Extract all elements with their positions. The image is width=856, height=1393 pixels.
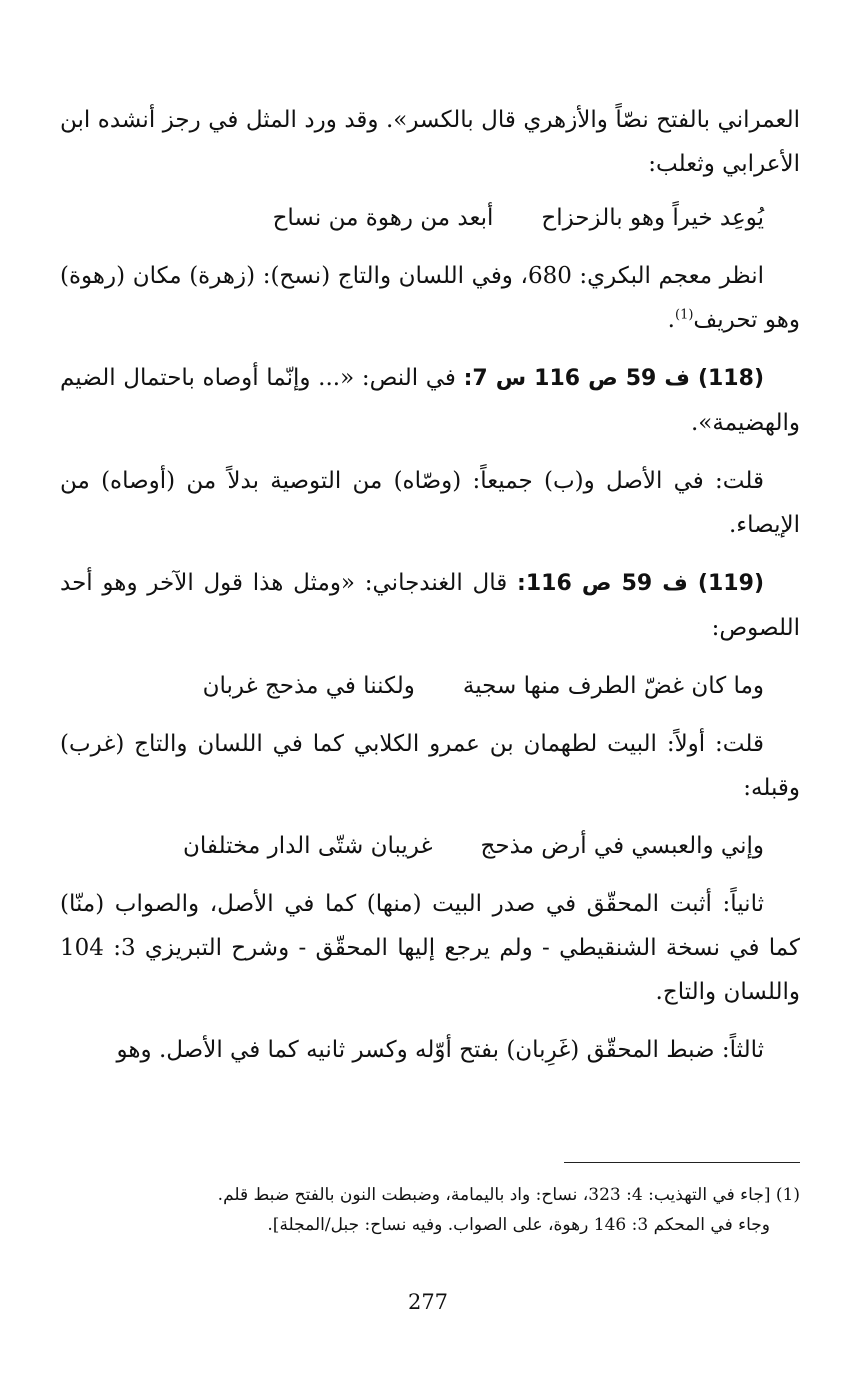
paragraph-4: قلت: في الأصل و(ب) جميعاً: (وصّاه) من التوصية بدلاً من (أوصاه) من الإيصاء. [60,468,800,538]
paragraph-6: قلت: أولاً: البيت لطهمان بن عمرو الكلابي كما في اللسان والتاج (غرب) وقبله: [60,731,800,801]
paragraph-7: ثانياً: أثبت المحقّق في صدر البيت (منها) كما في الأصل، والصواب (منّا) كما في نسخة الشنقيطي - ولم يرجع إليها المحقّق - وشرح التبريزي 3: 104 واللسان والتاج. [60,891,800,1005]
verse-1-second-hemistich: أبعد من رهوة من نساح [272,205,494,231]
paragraph-3 [60,356,800,445]
paragraph-8: ثالثاً: ضبط المحقّق (غَرِبان) بفتح أوّله وكسر ثانيه كما في الأصل. وهو [116,1037,764,1063]
verse-1-first-hemistich: يُوعِد خيراً وهو بالزحزاح [541,205,764,231]
footnote-marker: (1) [674,307,694,323]
paragraph-5-text: قال الغندجاني: «ومثل هذا قول الآخر وهو أحد اللصوص: [60,570,800,641]
verse-2-first-hemistich: وما كان غضّ الطرف منها سجية [462,673,764,699]
verse-2-second-hemistich: ولكننا في مذحج غربان [202,673,415,699]
paragraph-5 [60,561,800,650]
paragraph-2-text: انظر معجم البكري: 680، وفي اللسان والتاج (نسح): (زهرة) مكان (رهوة) وهو تحريف [60,263,800,333]
paragraph-1: العمراني بالفتح نصّاً والأزهري قال بالكسر». وقد ورد المثل في رجز أنشده ابن الأعرابي وثعلب: [60,107,800,177]
footnotes [56,1180,800,1240]
paragraph-2 [60,254,800,342]
paragraph-3-text: في النص: «... وإنّما أوصاه باحتمال الضيم والهضيمة». [60,365,800,436]
footnote-1-line-1: (1) [جاء في التهذيب: 4: 323، نساح: واد باليمامة، وضبطت النون بالفتح ضبط قلم. [217,1185,800,1205]
entry-reference-119: (119) ف 59 ص 116: [517,571,764,596]
verse-3-second-hemistich: غريبان شتّى الدار مختلفان [183,833,433,859]
verse-1 [60,196,800,240]
footnote-1-line-2: وجاء في المحكم 3: 146 رهوة، على الصواب. وفيه نساح: جبل/المجلة]. [267,1215,770,1235]
verse-3 [60,824,800,868]
footnote-divider [564,1162,800,1163]
verse-3-first-hemistich: وإني والعبسي في أرض مذحج [480,833,764,859]
page-number: 277 [407,1290,449,1314]
page-body [60,98,800,1086]
verse-2 [60,664,800,708]
entry-reference-118: (118) ف 59 ص 116 س 7: [463,366,764,391]
paragraph-2-end: . [667,307,675,333]
